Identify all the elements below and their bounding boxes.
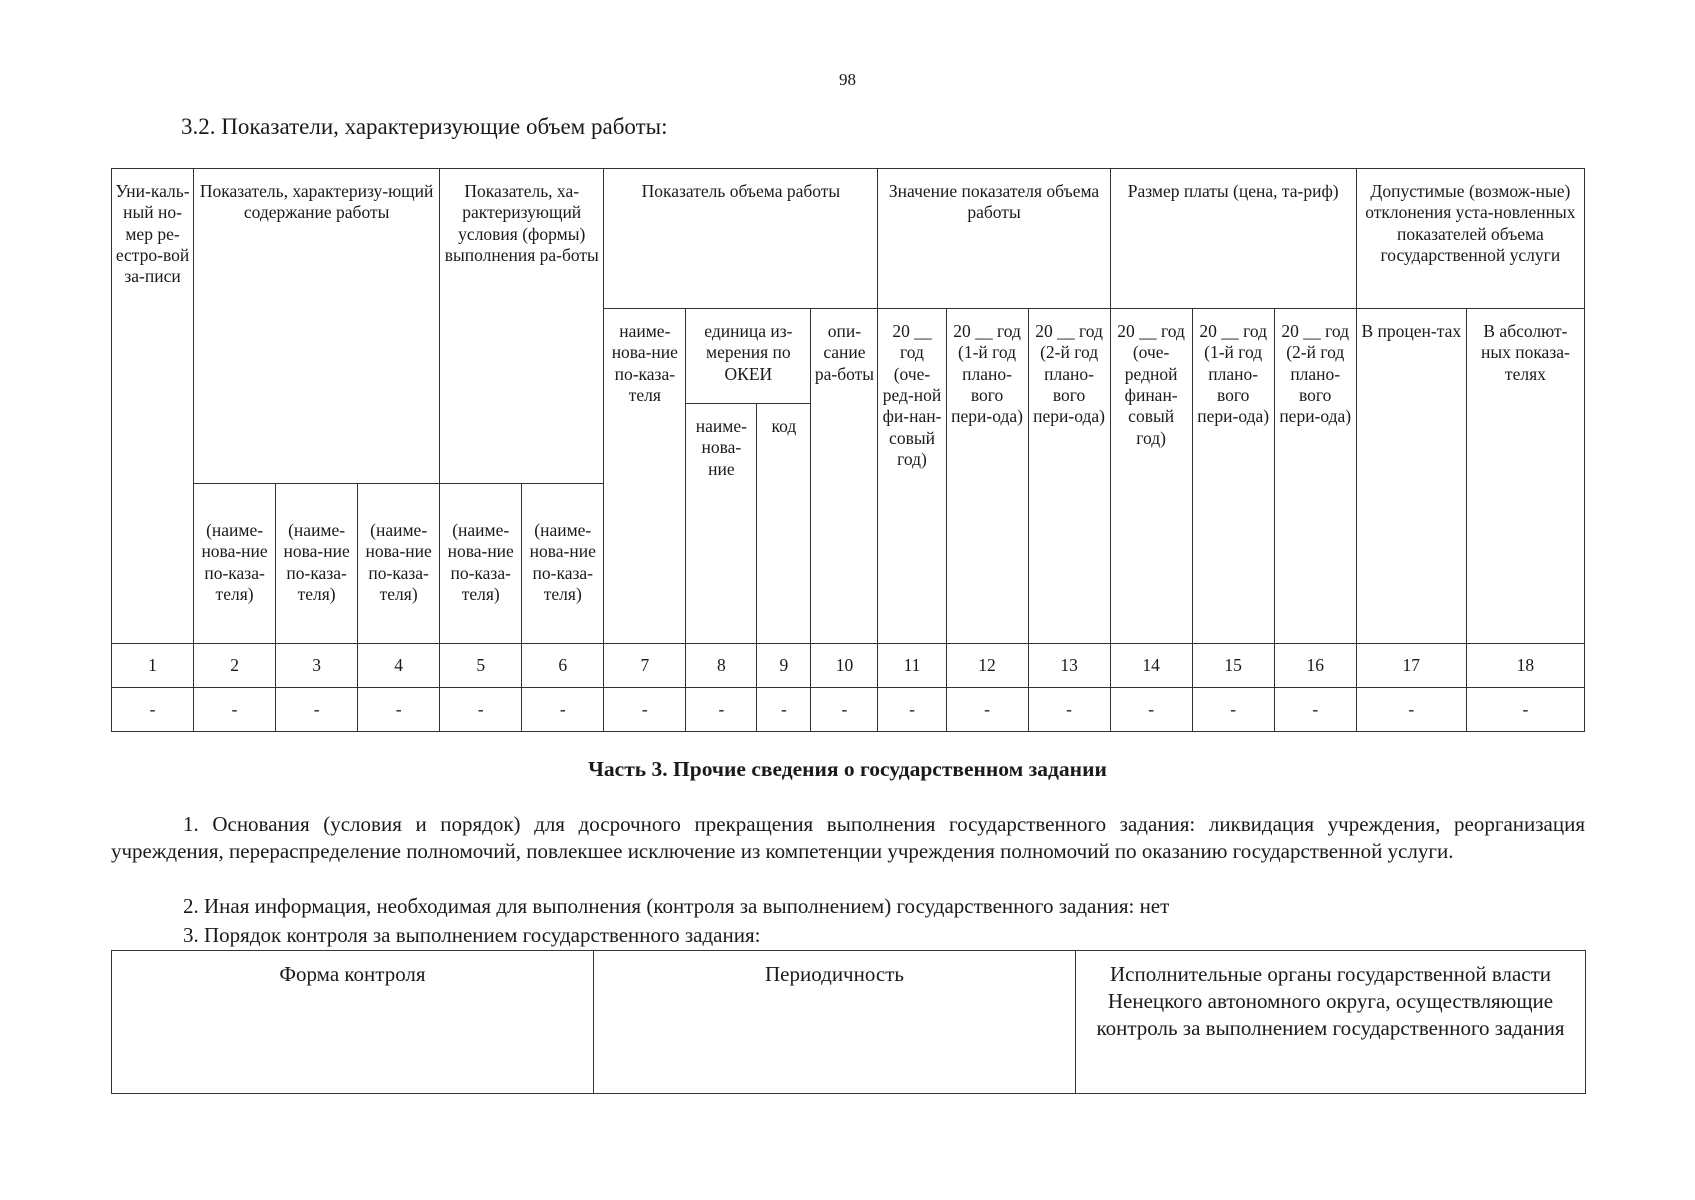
paragraph-3: 3. Порядок контроля за выполнением государственного задания: — [183, 923, 761, 947]
work-volume-table — [111, 168, 1585, 732]
column-number: 15 — [1192, 644, 1274, 688]
dash-cell: - — [112, 688, 194, 732]
header-executive-bodies: Исполнительные органы государственной власти Ненецкого автономного округа, осуществляющие контроль за выполнением государственного задания — [1076, 951, 1586, 1094]
part-3-title: Часть 3. Прочие сведения о государственном задании — [588, 757, 1107, 781]
column-number: 6 — [522, 644, 604, 688]
dash-cell: - — [1274, 688, 1356, 732]
column-number: 11 — [878, 644, 946, 688]
header-value-year-1: 20 __ год (оче-ред-ной фи-нан-совый год) — [878, 309, 946, 644]
dash-cell: - — [522, 688, 604, 732]
header-fee: Размер платы (цена, та-риф) — [1110, 169, 1356, 309]
dash-cell: - — [686, 688, 757, 732]
header-deviation-absolute: В абсолют-ных показа-телях — [1466, 309, 1584, 644]
column-number: 5 — [440, 644, 522, 688]
header-sub-indicator-6: (наиме-нова-ние по-каза-теля) — [522, 484, 604, 644]
column-number: 10 — [811, 644, 878, 688]
header-unit-name: наиме-нова-ние — [686, 404, 757, 644]
header-control-form: Форма контроля — [112, 951, 594, 1094]
header-value-year-3: 20 __ год (2-й год плано-вого пери-ода) — [1028, 309, 1110, 644]
header-deviation-percent: В процен-тах — [1356, 309, 1466, 644]
column-number: 7 — [604, 644, 686, 688]
dash-cell: - — [276, 688, 358, 732]
dash-cell: - — [194, 688, 276, 732]
header-conditions-indicator: Показатель, ха-рактеризующий условия (формы) выполнения ра-боты — [440, 169, 604, 484]
dash-cell: - — [1110, 688, 1192, 732]
dash-cell: - — [604, 688, 686, 732]
dash-cell: - — [946, 688, 1028, 732]
header-sub-indicator-5: (наиме-нова-ние по-каза-теля) — [440, 484, 522, 644]
header-volume-value: Значение показателя объема работы — [878, 169, 1110, 309]
column-number: 3 — [276, 644, 358, 688]
dash-cell: - — [1192, 688, 1274, 732]
header-work-description: опи-сание ра-боты — [811, 309, 878, 644]
table-row — [112, 688, 1585, 732]
header-sub-indicator-4: (наиме-нова-ние по-каза-теля) — [358, 484, 440, 644]
dash-cell: - — [811, 688, 878, 732]
section-title: 3.2. Показатели, характеризующие объем работы: — [181, 114, 668, 139]
column-number: 2 — [194, 644, 276, 688]
column-number: 17 — [1356, 644, 1466, 688]
column-number: 18 — [1466, 644, 1584, 688]
header-unit-code: код — [757, 404, 811, 644]
header-unique-number: Уни-каль-ный но-мер ре-естро-вой за-писи — [112, 169, 194, 644]
column-number: 4 — [358, 644, 440, 688]
header-fee-year-3: 20 __ год (2-й год плано-вого пери-ода) — [1274, 309, 1356, 644]
header-sub-indicator-3: (наиме-нова-ние по-каза-теля) — [276, 484, 358, 644]
dash-cell: - — [1356, 688, 1466, 732]
dash-cell: - — [878, 688, 946, 732]
header-periodicity: Периодичность — [594, 951, 1076, 1094]
column-number: 14 — [1110, 644, 1192, 688]
dash-cell: - — [440, 688, 522, 732]
column-number: 1 — [112, 644, 194, 688]
header-volume-indicator: Показатель объема работы — [604, 169, 878, 309]
column-number: 12 — [946, 644, 1028, 688]
dash-cell: - — [358, 688, 440, 732]
column-number: 8 — [686, 644, 757, 688]
column-numbers-row — [112, 644, 1585, 688]
header-value-year-2: 20 __ год (1-й год плано-вого пери-ода) — [946, 309, 1028, 644]
page-number: 98 — [839, 70, 856, 89]
header-indicator-name: наиме-нова-ние по-каза-теля — [604, 309, 686, 644]
header-fee-year-2: 20 __ год (1-й год плано-вого пери-ода) — [1192, 309, 1274, 644]
dash-cell: - — [757, 688, 811, 732]
header-sub-indicator-2: (наиме-нова-ние по-каза-теля) — [194, 484, 276, 644]
control-table — [111, 950, 1586, 1094]
column-number: 9 — [757, 644, 811, 688]
dash-cell: - — [1466, 688, 1584, 732]
header-deviation: Допустимые (возмож-ные) отклонения уста-новленных показателей объема государственной услуги — [1356, 169, 1584, 309]
column-number: 13 — [1028, 644, 1110, 688]
header-okei-unit: единица из-мерения по ОКЕИ — [686, 309, 811, 404]
paragraph-1: 1. Основания (условия и порядок) для досрочного прекращения выполнения государственного задания: ликвидация учреждения, реорганизация учреждения, перераспределение полномочий, повлекшее исключение из компетенции учреждения полномочий по оказанию государственной услуги. — [111, 812, 1585, 863]
table-row — [112, 951, 1586, 1094]
header-content-indicator: Показатель, характеризу-ющий содержание работы — [194, 169, 440, 484]
dash-cell: - — [1028, 688, 1110, 732]
column-number: 16 — [1274, 644, 1356, 688]
paragraph-2: 2. Иная информация, необходимая для выполнения (контроля за выполнением) государственного задания: нет — [183, 894, 1170, 918]
header-fee-year-1: 20 __ год (оче-редной финан-совый год) — [1110, 309, 1192, 644]
